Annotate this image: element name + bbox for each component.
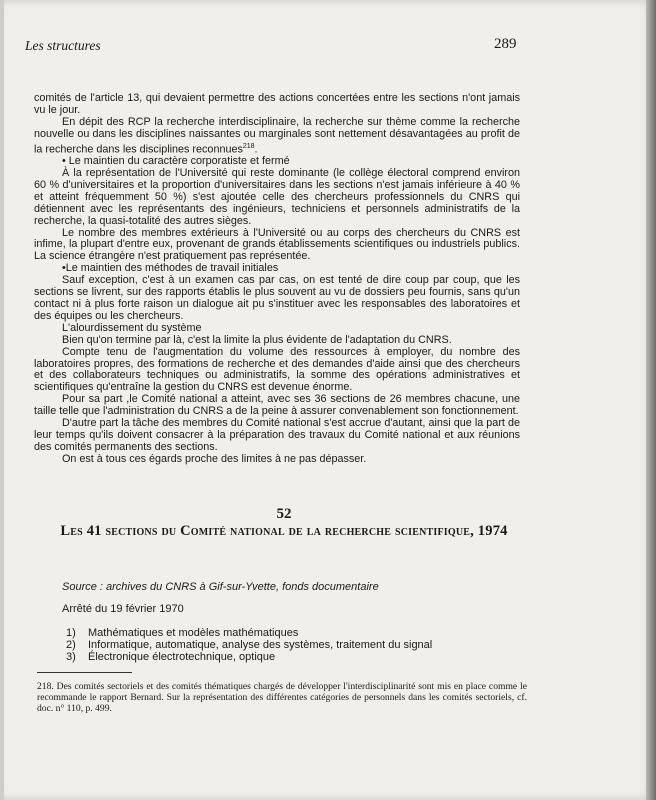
bullet-heading: • Le maintien du caractère corporatiste et fermé (62, 155, 290, 168)
paragraph: D'autre part la tâche des membres du Comité national s'est accrue d'autant, ainsi que la part de leur temps qu'ils doivent consacrer à la préparation des travaux du Comité national et aux réunions des comités permanents des sections. (34, 417, 520, 453)
subheading: L'alourdissement du système (62, 321, 202, 334)
page-number: 289 (494, 36, 517, 52)
decree-date: Arrêté du 19 février 1970 (62, 603, 184, 615)
list-item-label: Mathématiques et modèles mathématiques (88, 627, 299, 639)
book-page (4, 0, 656, 800)
paragraph: En dépit des RCP la recherche interdisciplinaire, la recherche sur thème comme la recherche nouvelle ou dans les disciplines naissantes ou marginales sont nettement désavantagées au profit de la recherche dans les disciplines reconnues$^{218}$. (34, 115, 520, 156)
footnote-divider (37, 672, 132, 673)
paragraph: On est à tous ces égards proche des limites à ne pas dépasser. (62, 452, 367, 465)
paragraph: Pour sa part ,le Comité national a atteint, avec ses 36 sections de 26 membres chacune, une taille telle que l'administration du CNRS a de la peine à assurer convenablement son fonctionnement. (34, 393, 520, 418)
body-text (34, 93, 520, 466)
paragraph: À la représentation de l'Université qui reste dominante (le collège électoral comprend environ 60 % d'universitaires et la proportion d'universitaires dans les sections n'est jamais inférieure à 40 % et atteint fréquemment 50 %) s'est ajoutée celle des chercheurs professionnels du CNRS qui détiennent avec les représentants des ingénieurs, techniciens et personnels administratifs de la recherche, la quasi-totalité des autres sièges. (34, 167, 520, 227)
sections-list (66, 627, 432, 663)
bullet-heading: •Le maintien des méthodes de travail initiales (62, 262, 279, 275)
paragraph: Compte tenu de l'augmentation du volume des ressources à employer, du nombre des laboratoires propres, des formations de recherche et des demandes d'aide ainsi que des chercheurs et des collaborateurs techniques ou administratifs, la somme des opérations administratives et scientifiques qu'entraîne la gestion du CNRS est devenue énorme. (34, 345, 520, 394)
list-item-number: 3) (66, 651, 76, 663)
list-item-label: Électronique électrotechnique, optique (88, 651, 276, 663)
list-item-number: 1) (66, 627, 76, 639)
page-edge-shadow (646, 0, 656, 800)
document-title: Les 41 sections du Comité national de la recherche scientifique, 1974 (60, 523, 508, 539)
list-item-number: 2) (66, 639, 76, 651)
list-item (66, 651, 432, 663)
document-source: Source : archives du CNRS à Gif-sur-Yvette, fonds documentaire (62, 581, 379, 593)
list-item-label: Informatique, automatique, analyse des systèmes, traitement du signal (88, 639, 433, 651)
paragraph: comités de l'article 13, qui devaient permettre des actions concertées entre les sections n'ont jamais vu le jour. (34, 92, 520, 116)
footnote-reference: 218 (242, 142, 255, 150)
paragraph: Sauf exception, c'est à un examen cas par cas, on est tenté de dire coup par coup, que les sections se livrent, sur des rapports établis le plus souvent au vu de dossiers peu fournis, sans qu'un contact ni à plus forte raison un dialogue ait pu s'instituer avec les responsables des laboratoires et des équipes ou les chercheurs. (34, 274, 520, 322)
document-number: 52 (276, 506, 292, 522)
footnote: 218. Des comités sectoriels et des comités thématiques chargés de développer l'interdisciplinarité sont mis en place comme le recommande le rapport Bernard. Sur la représentation des différentes catégories de personnels dans les comités sectoriels, cf. doc. n° 110, p. 499. (37, 681, 527, 714)
list-item (66, 639, 432, 651)
paragraph: Bien qu'on termine par là, c'est la limite la plus évidente de l'adaptation du CNRS. (62, 333, 452, 346)
paragraph: Le nombre des membres extérieurs à l'Université ou au corps des chercheurs du CNRS est infime, la plupart d'entre eux, provenant de grands établissements scientifiques ou industriels publics. La science étrangère n'est pratiquement pas représentée. (34, 226, 520, 263)
list-item (66, 627, 432, 639)
running-header-title: Les structures (25, 38, 101, 53)
